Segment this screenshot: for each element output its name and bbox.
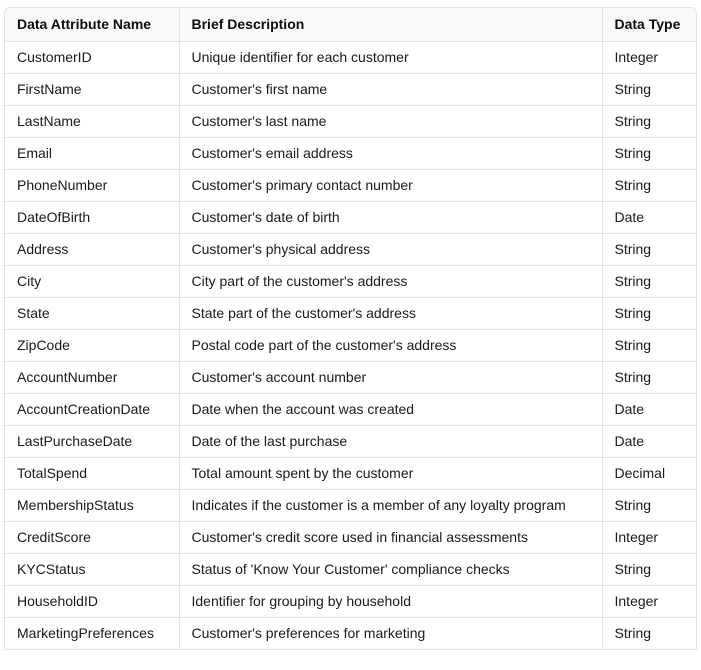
data-type-cell: String — [602, 169, 696, 201]
data-type-cell: Integer — [602, 41, 696, 73]
data-type-cell: String — [602, 361, 696, 393]
data-type-cell: String — [602, 489, 696, 521]
attribute-name-cell: CustomerID — [5, 41, 179, 73]
table-row — [5, 297, 696, 329]
table-row — [5, 73, 696, 105]
table-row — [5, 553, 696, 585]
description-cell: Postal code part of the customer's address — [179, 329, 602, 361]
table-row — [5, 137, 696, 169]
table-row — [5, 425, 696, 457]
description-cell: Customer's account number — [179, 361, 602, 393]
attribute-name-cell: Address — [5, 233, 179, 265]
table-header — [5, 8, 696, 41]
table-row — [5, 393, 696, 425]
table-row — [5, 361, 696, 393]
description-cell: Unique identifier for each customer — [179, 41, 602, 73]
column-header-description: Brief Description — [179, 8, 602, 41]
attribute-name-cell: Email — [5, 137, 179, 169]
description-cell: Date when the account was created — [179, 393, 602, 425]
attribute-name-cell: CreditScore — [5, 521, 179, 553]
table-row — [5, 105, 696, 137]
description-cell: State part of the customer's address — [179, 297, 602, 329]
attribute-name-cell: ZipCode — [5, 329, 179, 361]
header-row — [5, 8, 696, 41]
attribute-name-cell: KYCStatus — [5, 553, 179, 585]
attribute-name-cell: FirstName — [5, 73, 179, 105]
attribute-name-cell: State — [5, 297, 179, 329]
table-row — [5, 201, 696, 233]
description-cell: Total amount spent by the customer — [179, 457, 602, 489]
description-cell: Customer's primary contact number — [179, 169, 602, 201]
description-cell: Customer's credit score used in financial assessments — [179, 521, 602, 553]
data-type-cell: Integer — [602, 585, 696, 617]
attribute-name-cell: AccountCreationDate — [5, 393, 179, 425]
description-cell: Identifier for grouping by household — [179, 585, 602, 617]
table-row — [5, 457, 696, 489]
attribute-name-cell: DateOfBirth — [5, 201, 179, 233]
column-header-attribute-name: Data Attribute Name — [5, 8, 179, 41]
table-body — [5, 41, 696, 649]
description-cell: Date of the last purchase — [179, 425, 602, 457]
data-attributes-table-container — [4, 7, 697, 650]
data-type-cell: String — [602, 553, 696, 585]
description-cell: Customer's date of birth — [179, 201, 602, 233]
data-type-cell: String — [602, 137, 696, 169]
description-cell: City part of the customer's address — [179, 265, 602, 297]
table-row — [5, 617, 696, 649]
attribute-name-cell: AccountNumber — [5, 361, 179, 393]
attribute-name-cell: HouseholdID — [5, 585, 179, 617]
data-type-cell: String — [602, 265, 696, 297]
table-row — [5, 521, 696, 553]
data-type-cell: String — [602, 105, 696, 137]
table-row — [5, 265, 696, 297]
table-row — [5, 233, 696, 265]
description-cell: Customer's last name — [179, 105, 602, 137]
data-type-cell: Decimal — [602, 457, 696, 489]
data-type-cell: String — [602, 233, 696, 265]
attribute-name-cell: TotalSpend — [5, 457, 179, 489]
attribute-name-cell: LastPurchaseDate — [5, 425, 179, 457]
description-cell: Customer's preferences for marketing — [179, 617, 602, 649]
data-type-cell: Date — [602, 425, 696, 457]
column-header-data-type: Data Type — [602, 8, 696, 41]
description-cell: Status of 'Know Your Customer' compliance checks — [179, 553, 602, 585]
data-type-cell: Date — [602, 201, 696, 233]
data-type-cell: String — [602, 329, 696, 361]
attribute-name-cell: MembershipStatus — [5, 489, 179, 521]
data-attributes-table — [5, 8, 696, 650]
data-type-cell: String — [602, 617, 696, 649]
data-type-cell: Date — [602, 393, 696, 425]
table-row — [5, 489, 696, 521]
attribute-name-cell: MarketingPreferences — [5, 617, 179, 649]
description-cell: Customer's email address — [179, 137, 602, 169]
description-cell: Customer's physical address — [179, 233, 602, 265]
data-type-cell: Integer — [602, 521, 696, 553]
attribute-name-cell: LastName — [5, 105, 179, 137]
table-row — [5, 585, 696, 617]
attribute-name-cell: City — [5, 265, 179, 297]
description-cell: Indicates if the customer is a member of any loyalty program — [179, 489, 602, 521]
data-type-cell: String — [602, 297, 696, 329]
attribute-name-cell: PhoneNumber — [5, 169, 179, 201]
data-type-cell: String — [602, 73, 696, 105]
table-row — [5, 169, 696, 201]
table-row — [5, 329, 696, 361]
table-row — [5, 41, 696, 73]
description-cell: Customer's first name — [179, 73, 602, 105]
